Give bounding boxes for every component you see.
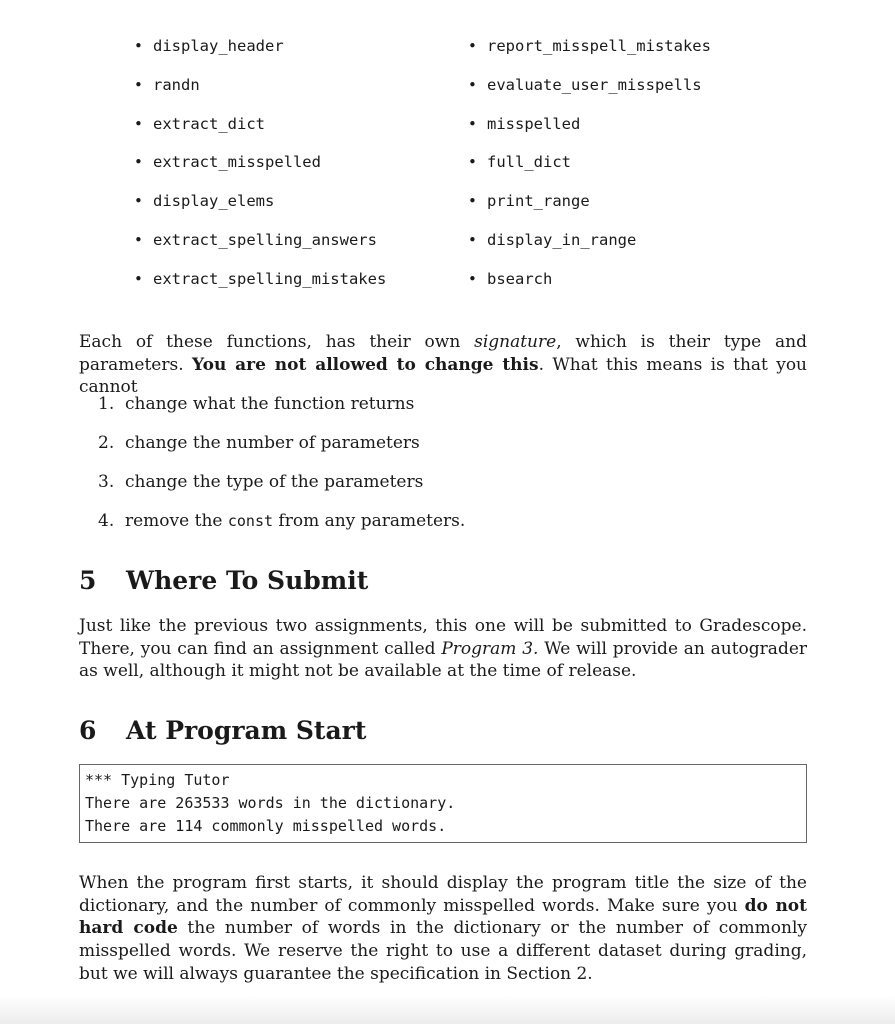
- emphasis-text: You are not allowed to change this: [191, 354, 539, 375]
- bullet-icon: •: [134, 37, 143, 55]
- function-name: randn: [153, 75, 200, 94]
- function-name: misspelled: [487, 114, 581, 133]
- bullet-icon: •: [468, 230, 477, 249]
- item-text: change what the function returns: [125, 394, 415, 414]
- function-name: extract_dict: [153, 114, 265, 133]
- function-list-left: [134, 36, 386, 308]
- function-name: evaluate_user_misspells: [487, 75, 702, 94]
- list-item: [98, 393, 465, 432]
- code-line: There are 114 commonly misspelled words.: [85, 817, 447, 835]
- list-item: [98, 510, 465, 549]
- item-text: remove the: [125, 511, 228, 531]
- function-name: full_dict: [487, 153, 571, 172]
- function-name: extract_spelling_answers: [153, 230, 377, 249]
- restrictions-list: [98, 393, 465, 549]
- function-name: display_in_range: [487, 230, 637, 249]
- bullet-icon: •: [134, 269, 143, 288]
- function-name: report_misspell_mistakes: [487, 37, 711, 55]
- function-name: extract_spelling_mistakes: [153, 269, 387, 288]
- list-item: [134, 191, 386, 230]
- bullet-icon: •: [134, 153, 143, 172]
- list-item: [134, 230, 386, 269]
- section-number: 6: [79, 716, 97, 745]
- text-run: When the program first starts, it should display the program title the size of the dictionary, and the number of commonly misspelled words. Make sure you: [79, 873, 807, 916]
- list-item: [134, 152, 386, 191]
- bullet-icon: •: [468, 153, 477, 172]
- item-number: 2.: [98, 433, 115, 453]
- list-item: [98, 471, 465, 510]
- section-heading: [79, 716, 366, 745]
- section-title: At Program Start: [126, 716, 367, 745]
- function-name: extract_misspelled: [153, 153, 321, 172]
- list-item: [468, 191, 711, 230]
- text-run: Each of these functions, has their own: [79, 332, 475, 352]
- list-item: [134, 75, 386, 114]
- section-number: 5: [79, 566, 97, 595]
- code-line: There are 263533 words in the dictionary.: [85, 794, 456, 812]
- list-item: [134, 36, 386, 75]
- list-item: [134, 269, 386, 308]
- inline-code: const: [227, 512, 274, 530]
- page-bottom-shadow: [0, 996, 895, 1024]
- item-text: change the number of parameters: [125, 433, 420, 453]
- signature-paragraph: [79, 331, 807, 399]
- function-list-right: [468, 36, 711, 308]
- text-run: , which is their type and parameters.: [79, 332, 807, 375]
- text-run: . What this means is that you cannot: [79, 354, 808, 398]
- text-run: We will provide an autograder as well, although it might not be available at the time of release.: [79, 638, 808, 682]
- function-name: display_header: [153, 37, 284, 55]
- function-name: print_range: [487, 192, 590, 211]
- assignment-name: Program 3.: [441, 638, 539, 659]
- function-name: display_elems: [153, 192, 275, 211]
- bullet-icon: •: [134, 230, 143, 249]
- bullet-icon: •: [468, 269, 477, 288]
- list-item: [134, 114, 386, 153]
- section-heading: [79, 566, 368, 595]
- section-title: Where To Submit: [126, 566, 369, 595]
- bullet-icon: •: [468, 114, 477, 133]
- signature-term: signature: [474, 332, 557, 352]
- item-number: 4.: [98, 511, 115, 531]
- list-item: [98, 432, 465, 471]
- program-start-paragraph: [79, 872, 807, 986]
- list-item: [468, 114, 711, 153]
- bullet-icon: •: [468, 37, 477, 55]
- list-item: [468, 230, 711, 269]
- item-number: 3.: [98, 472, 115, 492]
- text-run: the number of words in the dictionary or the number of commonly misspelled words. We reserve the right to use a different dataset during grading, but we will always guarantee the specification in Section 2.: [79, 918, 807, 984]
- list-item: [468, 152, 711, 191]
- bullet-icon: •: [134, 114, 143, 133]
- item-number: 1.: [98, 394, 115, 414]
- bullet-icon: •: [468, 192, 477, 211]
- list-item: [468, 75, 711, 114]
- emphasis-text: do not hard code: [79, 895, 807, 939]
- item-text: change the type of the parameters: [125, 472, 424, 492]
- list-item: [468, 36, 711, 75]
- code-output-box: [79, 764, 807, 843]
- text-run: Just like the previous two assignments, this one will be submitted to Gradescope. There, you can find an assignment called: [79, 616, 807, 659]
- list-item: [468, 269, 711, 308]
- item-text: from any parameters.: [273, 511, 466, 531]
- bullet-icon: •: [134, 75, 143, 94]
- bullet-icon: •: [468, 75, 477, 94]
- submit-paragraph: [79, 615, 807, 683]
- function-name: bsearch: [487, 269, 553, 288]
- code-line: *** Typing Tutor: [85, 771, 230, 789]
- bullet-icon: •: [134, 192, 143, 211]
